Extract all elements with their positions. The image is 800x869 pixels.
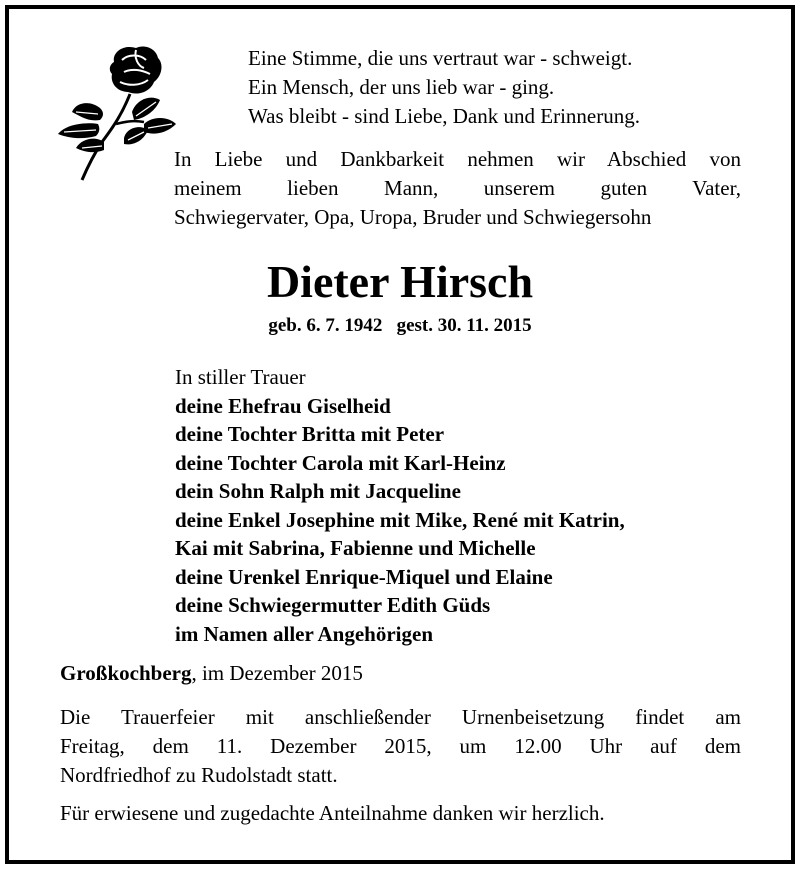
- intro-line: meinem lieben Mann, unserem guten Vater,: [174, 176, 741, 200]
- farewell-intro: [174, 145, 741, 232]
- mourner-line: Kai mit Sabrina, Fabienne und Michelle: [175, 536, 536, 560]
- mourner-line: deine Enkel Josephine mit Mike, René mit Katrin,: [175, 507, 625, 532]
- rose-icon: [52, 42, 180, 187]
- deceased-name: Dieter Hirsch: [266, 256, 534, 307]
- intro-line: In Liebe und Dankbarkeit nehmen wir Abschied von: [174, 147, 741, 171]
- mourner-line: deine Tochter Carola mit Karl-Heinz: [175, 450, 506, 475]
- intro-line: Schwiegervater, Opa, Uropa, Bruder und Schwiegersohn: [174, 205, 652, 229]
- mourners-lead: In stiller Trauer: [175, 365, 306, 389]
- poem: [248, 44, 640, 131]
- thanks-note: Für erwiesene und zugedachte Anteilnahme danken wir herzlich.: [60, 801, 605, 825]
- mourner-line: deine Schwiegermutter Edith Güds: [175, 593, 491, 617]
- mourners-list: [175, 363, 625, 648]
- funeral-line: Die Trauerfeier mit anschließender Urnenbeisetzung findet am: [60, 705, 741, 729]
- place-date: [60, 659, 363, 688]
- mourner-line: im Namen aller Angehörigen: [175, 621, 434, 646]
- life-dates: geb. 6. 7. 1942 gest. 30. 11. 2015: [268, 315, 532, 336]
- place-town: Großkochberg: [60, 661, 192, 685]
- mourner-line: deine Urenkel Enrique-Miquel und Elaine: [175, 564, 553, 589]
- mourner-line: deine Tochter Britta mit Peter: [175, 422, 445, 446]
- mourner-line: dein Sohn Ralph mit Jacqueline: [175, 479, 461, 503]
- mourner-line: deine Ehefrau Giselheid: [175, 393, 391, 418]
- funeral-line: Freitag, dem 11. Dezember 2015, um 12.00 Uhr auf dem: [60, 734, 741, 758]
- poem-line: Ein Mensch, der uns lieb war - ging.: [248, 75, 555, 99]
- poem-line: Was bleibt - sind Liebe, Dank und Erinnerung.: [248, 104, 640, 128]
- place-month: , im Dezember 2015: [191, 661, 363, 685]
- poem-line: Eine Stimme, die uns vertraut war - schweigt.: [248, 46, 633, 70]
- funeral-info: [60, 703, 741, 790]
- funeral-line: Nordfriedhof zu Rudolstadt statt.: [60, 763, 338, 787]
